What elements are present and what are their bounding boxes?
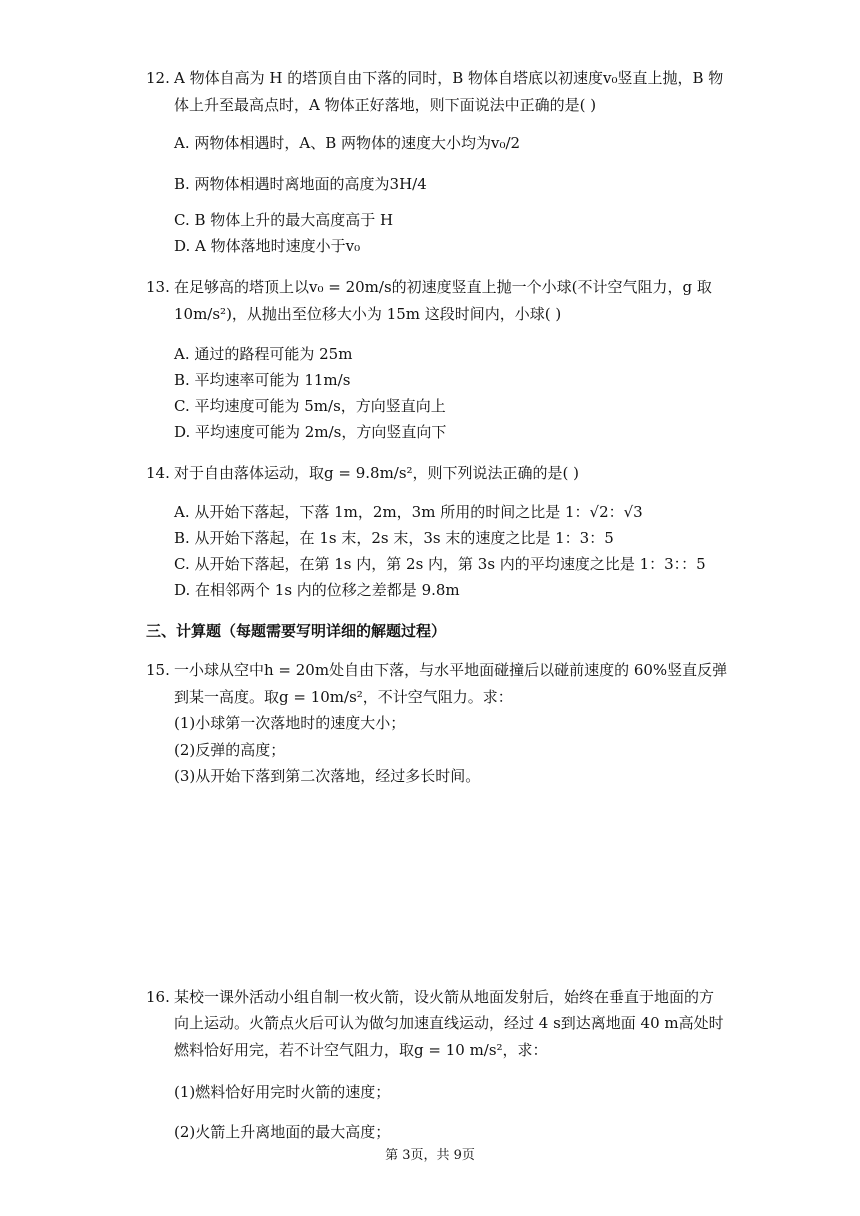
question-line: 燃料恰好用完，若不计空气阻力，取g = 10 m/s²，求： bbox=[174, 1041, 548, 1059]
page-footer: 第 3页，共 9页 bbox=[385, 1148, 475, 1163]
question-line: 一小球从空中h = 20m处自由下落，与水平地面碰撞后以碰前速度的 60%竖直反弹 bbox=[174, 661, 728, 679]
section-heading: 三、计算题（每题需要写明详细的解题过程） bbox=[146, 622, 447, 640]
question-stem-line: 10m/s²)，从抛出至位移大小为 15m 这段时间内，小球( ) bbox=[174, 305, 562, 323]
option-c: C. 平均速度可能为 5m/s，方向竖直向上 bbox=[174, 397, 446, 415]
sub-question-3: (3)从开始下落到第二次落地，经过多长时间。 bbox=[174, 767, 481, 785]
sub-question-1: (1)燃料恰好用完时火箭的速度； bbox=[174, 1083, 391, 1101]
question-number: 15. bbox=[146, 661, 170, 679]
option-a: A. 从开始下落起，下落 1m，2m，3m 所用的时间之比是 1：√2：√3 bbox=[174, 503, 643, 521]
question-line: 到某一高度。取g = 10m/s²，不计空气阻力。求： bbox=[174, 688, 513, 706]
option-c: C. B 物体上升的最大高度高于 H bbox=[174, 211, 394, 229]
question-number: 13. bbox=[146, 278, 170, 296]
question-number: 12. bbox=[146, 69, 170, 87]
option-a: A. 通过的路程可能为 25m bbox=[174, 345, 353, 363]
option-d: D. 平均速度可能为 2m/s，方向竖直向下 bbox=[174, 423, 447, 441]
option-b: B. 平均速率可能为 11m/s bbox=[174, 371, 351, 389]
question-stem-line: A 物体自高为 H 的塔顶自由下落的同时，B 物体自塔底以初速度v₀竖直上抛，B 物 bbox=[174, 69, 724, 87]
option-a: A. 两物体相遇时，A、B 两物体的速度大小均为v₀/2 bbox=[174, 134, 521, 152]
sub-question-2: (2)火箭上升离地面的最大高度； bbox=[174, 1123, 391, 1141]
option-d: D. 在相邻两个 1s 内的位移之差都是 9.8m bbox=[174, 581, 460, 599]
option-b: B. 两物体相遇时离地面的高度为3H/4 bbox=[174, 175, 427, 193]
question-number: 14. bbox=[146, 464, 170, 482]
question-number: 16. bbox=[146, 988, 170, 1006]
option-b: B. 从开始下落起，在 1s 末，2s 末，3s 末的速度之比是 1：3：5 bbox=[174, 529, 614, 547]
question-stem-line: 在足够高的塔顶上以v₀ = 20m/s的初速度竖直上抛一个小球(不计空气阻力，g 取 bbox=[174, 278, 712, 296]
question-line: 向上运动。火箭点火后可认为做匀加速直线运动，经过 4 s到达离地面 40 m高处时 bbox=[174, 1014, 724, 1032]
question-stem-line: 对于自由落体运动，取g = 9.8m/s²，则下列说法正确的是( ) bbox=[174, 464, 580, 482]
question-line: 某校一课外活动小组自制一枚火箭，设火箭从地面发射后，始终在垂直于地面的方 bbox=[174, 988, 715, 1006]
sub-question-1: (1)小球第一次落地时的速度大小； bbox=[174, 714, 406, 732]
sub-question-2: (2)反弹的高度； bbox=[174, 741, 286, 759]
option-c: C. 从开始下落起，在第 1s 内，第 2s 内，第 3s 内的平均速度之比是 1：3：：5 bbox=[174, 555, 706, 573]
question-stem-line: 体上升至最高点时，A 物体正好落地，则下面说法中正确的是( ) bbox=[174, 96, 597, 114]
option-d: D. A 物体落地时速度小于v₀ bbox=[174, 237, 361, 255]
